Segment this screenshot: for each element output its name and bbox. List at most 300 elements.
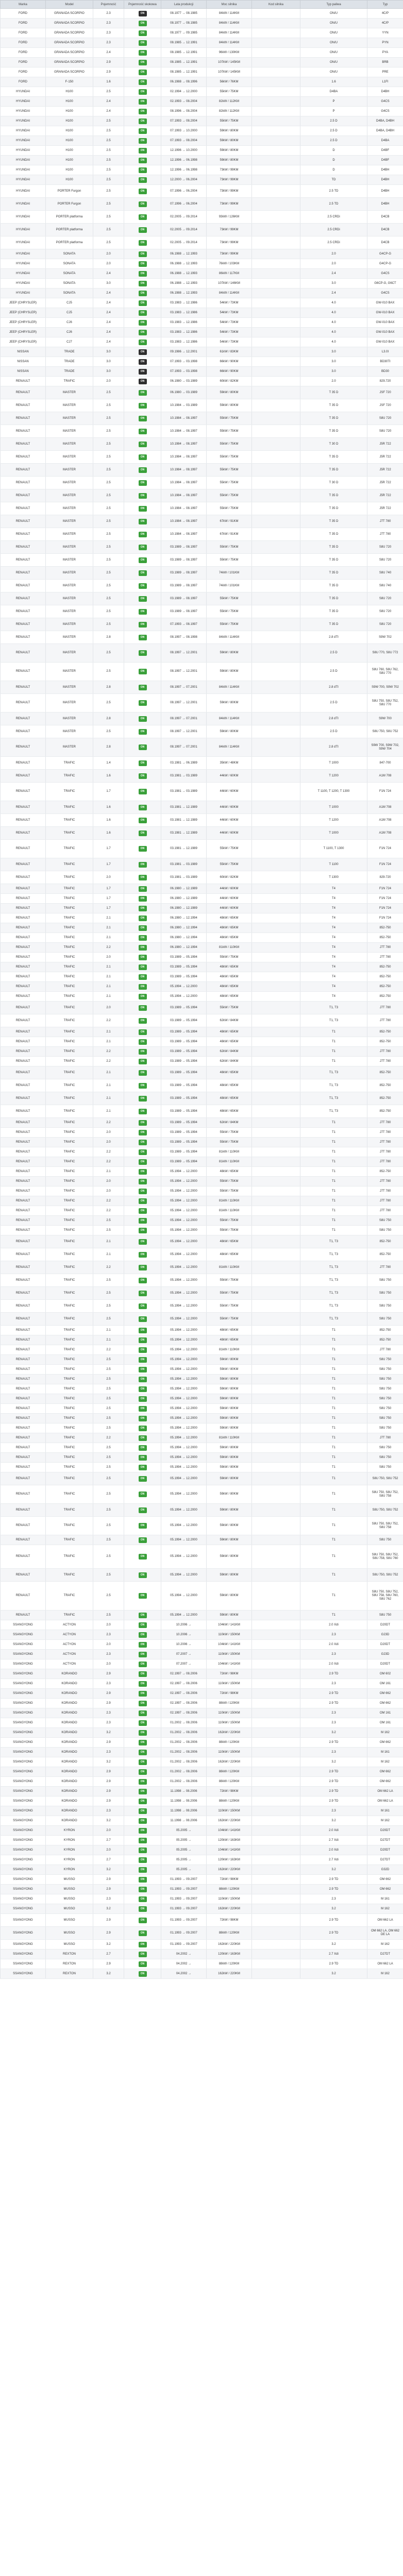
table-row[interactable] (1, 249, 403, 259)
table-row[interactable] (1, 1738, 403, 1748)
cell-make: FORD (1, 9, 46, 19)
cell-years: 03.1989 → 05.1994 (161, 1047, 207, 1057)
cell-fuel: 852-750 (367, 933, 403, 943)
table-row[interactable] (1, 1037, 403, 1047)
table-row[interactable] (1, 1777, 403, 1787)
table-row[interactable] (1, 1545, 403, 1569)
header-power[interactable]: Moc silnika (207, 1, 252, 9)
table-row[interactable] (1, 1261, 403, 1274)
cell-power: 88kW / 120KM (207, 1767, 252, 1777)
table-row[interactable] (1, 783, 403, 801)
fuel-badge-icon: ON (139, 1377, 147, 1382)
fuel-badge-icon: ON (139, 177, 147, 183)
cell-power: 110kW / 150KM (207, 1748, 252, 1757)
table-row[interactable] (1, 858, 403, 871)
table-row[interactable] (1, 953, 403, 962)
header-years[interactable]: Lata produkcji (161, 1, 207, 9)
table-row[interactable] (1, 681, 403, 694)
cell-model: MASTER (46, 502, 93, 515)
table-row[interactable] (1, 136, 403, 146)
table-row[interactable] (1, 67, 403, 77)
table-row[interactable] (1, 1927, 403, 1940)
table-row[interactable] (1, 1066, 403, 1079)
cell-displacement (252, 1894, 300, 1904)
cell-engine-code: ON/U (300, 9, 367, 19)
table-row[interactable] (1, 1300, 403, 1313)
cell-fuel: A1M 708 (367, 770, 403, 783)
header-model[interactable]: Model (46, 1, 93, 9)
cell-make: SSANGYONG (1, 1669, 46, 1679)
table-row[interactable] (1, 146, 403, 156)
table-row[interactable] (1, 1196, 403, 1206)
cell-displacement (252, 923, 300, 933)
table-row[interactable] (1, 1404, 403, 1414)
table-row[interactable] (1, 116, 403, 126)
cell-capacity: 1.6 (93, 814, 124, 827)
table-row[interactable] (1, 1816, 403, 1826)
table-row[interactable] (1, 1047, 403, 1057)
table-row[interactable] (1, 97, 403, 107)
table-row[interactable] (1, 1147, 403, 1157)
table-row[interactable] (1, 1787, 403, 1797)
header-make[interactable]: Marka (1, 1, 46, 9)
table-row[interactable] (1, 464, 403, 477)
table-row[interactable] (1, 1865, 403, 1875)
table-row[interactable] (1, 605, 403, 618)
table-row[interactable] (1, 1855, 403, 1865)
cell-capacity: 2.5 (93, 1313, 124, 1326)
cell-model: MASTER (46, 580, 93, 592)
table-row[interactable] (1, 1836, 403, 1845)
table-row[interactable] (1, 1806, 403, 1816)
cell-make: RENAULT (1, 738, 46, 757)
table-row[interactable] (1, 894, 403, 904)
cell-capacity: 2.9 (93, 1914, 124, 1927)
cell-make: RENAULT (1, 502, 46, 515)
cell-engine-code: T 30 D (300, 438, 367, 451)
table-row[interactable] (1, 185, 403, 198)
cell-make: RENAULT (1, 1394, 46, 1404)
table-row[interactable] (1, 175, 403, 185)
table-row[interactable] (1, 1659, 403, 1669)
table-row[interactable] (1, 1414, 403, 1423)
fuel-badge-icon: ON (139, 271, 147, 277)
cell-model: TRAFIC (46, 913, 93, 923)
cell-displacement (252, 1037, 300, 1047)
table-row[interactable] (1, 1969, 403, 1979)
table-row[interactable] (1, 308, 403, 318)
cell-engine-code: T4 (300, 913, 367, 923)
table-row[interactable] (1, 1517, 403, 1535)
header-displacement[interactable]: Pojemność skokowa (124, 1, 161, 9)
cell-engine-code: 2.3 (300, 1630, 367, 1640)
table-row[interactable] (1, 713, 403, 725)
cell-model: TRAFIC (46, 1105, 93, 1118)
table-row[interactable] (1, 1274, 403, 1287)
table-row[interactable] (1, 9, 403, 19)
table-row[interactable] (1, 502, 403, 515)
cell-capacity: 2.1 (93, 1027, 124, 1037)
table-row[interactable] (1, 757, 403, 770)
fuel-badge-icon: ON (139, 467, 147, 473)
cell-badge (124, 211, 161, 224)
cell-displacement (252, 1940, 300, 1950)
table-row[interactable] (1, 1092, 403, 1105)
cell-badge (124, 1335, 161, 1345)
table-row[interactable] (1, 28, 403, 38)
table-row[interactable] (1, 318, 403, 328)
table-row[interactable] (1, 1950, 403, 1959)
table-row[interactable] (1, 1914, 403, 1927)
table-row[interactable] (1, 923, 403, 933)
table-row[interactable] (1, 489, 403, 502)
cell-power: 48kW / 65KM (207, 1092, 252, 1105)
cell-badge (124, 328, 161, 337)
cell-power: 74kW / 101KM (207, 580, 252, 592)
cell-capacity: 2.5 (93, 663, 124, 681)
cell-years: 05.1994 → 12.2000 (161, 1582, 207, 1611)
table-row[interactable] (1, 904, 403, 913)
cell-model: TRAFIC (46, 1216, 93, 1226)
table-row[interactable] (1, 1287, 403, 1300)
table-row[interactable] (1, 19, 403, 28)
table-row[interactable] (1, 289, 403, 298)
header-capacity[interactable]: Pojemność (93, 1, 124, 9)
cell-engine-code: T1 (300, 1545, 367, 1569)
table-row[interactable] (1, 1345, 403, 1355)
table-row[interactable] (1, 1118, 403, 1128)
cell-power: 59kW / 80KM (207, 126, 252, 136)
table-row[interactable] (1, 48, 403, 58)
table-row[interactable] (1, 236, 403, 249)
table-row[interactable] (1, 1375, 403, 1384)
table-row[interactable] (1, 943, 403, 953)
table-row[interactable] (1, 554, 403, 567)
table-row[interactable] (1, 367, 403, 377)
fuel-badge-icon: ON (139, 1572, 147, 1578)
fuel-badge-icon: ON (139, 1169, 147, 1175)
cell-fuel: S8U 720 (367, 554, 403, 567)
cell-displacement (252, 489, 300, 502)
table-row[interactable] (1, 1355, 403, 1365)
header-fuel[interactable]: Typ paliwa (300, 1, 367, 9)
table-row[interactable] (1, 1138, 403, 1147)
table-row[interactable] (1, 1904, 403, 1914)
table-row[interactable] (1, 1757, 403, 1767)
cell-displacement (252, 1885, 300, 1894)
table-row[interactable] (1, 1767, 403, 1777)
cell-model: TRAFIC (46, 840, 93, 858)
table-row[interactable] (1, 618, 403, 631)
table-row[interactable] (1, 827, 403, 840)
cell-engine-code: T1 (300, 1027, 367, 1037)
table-row[interactable] (1, 1384, 403, 1394)
table-row[interactable] (1, 972, 403, 982)
cell-power: 162kW / 220KM (207, 1904, 252, 1914)
table-row[interactable] (1, 1718, 403, 1728)
table-row[interactable] (1, 1187, 403, 1196)
fuel-badge-icon: ON (139, 1537, 147, 1543)
cell-displacement (252, 972, 300, 982)
fuel-badge-icon: ON (139, 669, 147, 674)
table-row[interactable] (1, 1335, 403, 1345)
table-row[interactable] (1, 567, 403, 580)
table-row[interactable] (1, 451, 403, 464)
table-row[interactable] (1, 1453, 403, 1463)
cell-years: 05.1994 → 12.2000 (161, 1433, 207, 1443)
table-row[interactable] (1, 38, 403, 48)
cell-fuel: F1N 724 (367, 840, 403, 858)
table-row[interactable] (1, 1699, 403, 1708)
table-row[interactable] (1, 528, 403, 541)
table-row[interactable] (1, 1797, 403, 1806)
cell-displacement (252, 1423, 300, 1433)
cell-years: 10.1984 → 08.1997 (161, 515, 207, 528)
table-row[interactable] (1, 279, 403, 289)
table-row[interactable] (1, 477, 403, 489)
table-row[interactable] (1, 126, 403, 136)
cell-fuel: OM 161 (367, 1679, 403, 1689)
cell-make: RENAULT (1, 580, 46, 592)
cell-power: 59kW / 80KM (207, 1569, 252, 1582)
fuel-badge-icon: ON (139, 1720, 147, 1726)
table-row[interactable] (1, 1504, 403, 1517)
table-row[interactable] (1, 298, 403, 308)
table-row[interactable] (1, 347, 403, 357)
table-row[interactable] (1, 738, 403, 757)
cell-make: RENAULT (1, 631, 46, 644)
cell-model: SONATA (46, 249, 93, 259)
cell-displacement (252, 1545, 300, 1569)
table-row[interactable] (1, 412, 403, 425)
table-row[interactable] (1, 1620, 403, 1630)
cell-fuel: M 162 (367, 1904, 403, 1914)
cell-make: RENAULT (1, 1375, 46, 1384)
table-row[interactable] (1, 386, 403, 399)
table-row[interactable] (1, 107, 403, 116)
table-row[interactable] (1, 1157, 403, 1167)
cell-engine-code: 3.0 (300, 279, 367, 289)
cell-capacity: 2.5 (93, 1384, 124, 1394)
table-row[interactable] (1, 992, 403, 1002)
table-row[interactable] (1, 962, 403, 972)
table-row[interactable] (1, 1679, 403, 1689)
table-row[interactable] (1, 337, 403, 347)
table-row[interactable] (1, 580, 403, 592)
cell-displacement (252, 198, 300, 211)
cell-fuel: S8U 720 (367, 618, 403, 631)
table-row[interactable] (1, 1248, 403, 1261)
cell-power: 55kW / 75KM (207, 451, 252, 464)
table-row[interactable] (1, 1485, 403, 1504)
table-row[interactable] (1, 1167, 403, 1177)
table-row[interactable] (1, 1845, 403, 1855)
cell-power: 84kW / 114KM (207, 713, 252, 725)
cell-power: 72kW / 98KM (207, 1914, 252, 1927)
table-row[interactable] (1, 801, 403, 814)
table-row[interactable] (1, 1569, 403, 1582)
table-row[interactable] (1, 1669, 403, 1679)
cell-engine-code: 2.5 CRDi (300, 211, 367, 224)
table-row[interactable] (1, 77, 403, 87)
fuel-badge-icon: ON (139, 1808, 147, 1814)
table-row[interactable] (1, 933, 403, 943)
table-row[interactable] (1, 1894, 403, 1904)
header-type[interactable]: Typ (367, 1, 403, 9)
cell-fuel: PYA (367, 48, 403, 58)
table-row[interactable] (1, 1014, 403, 1027)
cell-model: TRAFIC (46, 894, 93, 904)
table-row[interactable] (1, 814, 403, 827)
table-row[interactable] (1, 725, 403, 738)
cell-badge (124, 1485, 161, 1504)
cell-fuel: M 161 (367, 1806, 403, 1816)
cell-make: RENAULT (1, 1453, 46, 1463)
cell-make: RENAULT (1, 399, 46, 412)
cell-badge (124, 1914, 161, 1927)
cell-badge (124, 1777, 161, 1787)
table-row[interactable] (1, 58, 403, 67)
cell-make: SSANGYONG (1, 1650, 46, 1659)
cell-years: 03.1989 → 08.1997 (161, 541, 207, 554)
table-row[interactable] (1, 1027, 403, 1037)
table-row[interactable] (1, 425, 403, 438)
table-row[interactable] (1, 1057, 403, 1066)
table-row[interactable] (1, 1748, 403, 1757)
table-row[interactable] (1, 87, 403, 97)
table-row[interactable] (1, 631, 403, 644)
fuel-badge-icon: ON (139, 1416, 147, 1421)
table-row[interactable] (1, 1235, 403, 1248)
table-row[interactable] (1, 1443, 403, 1453)
table-row[interactable] (1, 1216, 403, 1226)
table-row[interactable] (1, 1535, 403, 1545)
table-row[interactable] (1, 871, 403, 884)
fuel-badge-icon: ON (139, 1239, 147, 1245)
table-row[interactable] (1, 198, 403, 211)
table-row[interactable] (1, 1313, 403, 1326)
table-row[interactable] (1, 913, 403, 923)
cell-model: REXTON (46, 1950, 93, 1959)
header-engine-code[interactable]: Kod silnika (252, 1, 300, 9)
table-row[interactable] (1, 377, 403, 386)
table-row[interactable] (1, 663, 403, 681)
cell-power: 59kW / 80KM (207, 694, 252, 713)
cell-make: SSANGYONG (1, 1969, 46, 1979)
cell-make: RENAULT (1, 1037, 46, 1047)
cell-engine-code: 3.2 (300, 1816, 367, 1826)
table-row[interactable] (1, 884, 403, 894)
cell-model: MASTER (46, 713, 93, 725)
table-row[interactable] (1, 1394, 403, 1404)
table-row[interactable] (1, 224, 403, 236)
table-row[interactable] (1, 1463, 403, 1472)
table-row[interactable] (1, 1940, 403, 1950)
cell-displacement (252, 1326, 300, 1335)
cell-capacity: 2.5 (93, 224, 124, 236)
table-row[interactable] (1, 165, 403, 175)
cell-years: 08.1997 → 12.2001 (161, 644, 207, 663)
table-row[interactable] (1, 1611, 403, 1620)
table-row[interactable] (1, 1079, 403, 1092)
table-row[interactable] (1, 1472, 403, 1485)
cell-years: 05.1994 → 12.2000 (161, 1177, 207, 1187)
table-row[interactable] (1, 357, 403, 367)
fuel-badge-icon: ON (139, 1691, 147, 1697)
cell-make: SSANGYONG (1, 1767, 46, 1777)
table-row[interactable] (1, 1128, 403, 1138)
cell-power: 59kW / 80KM (207, 386, 252, 399)
table-row[interactable] (1, 1885, 403, 1894)
cell-years: 03.1989 → 05.1994 (161, 1092, 207, 1105)
table-row[interactable] (1, 770, 403, 783)
cell-fuel: D4BH (367, 87, 403, 97)
table-row[interactable] (1, 982, 403, 992)
table-row[interactable] (1, 1206, 403, 1216)
table-row[interactable] (1, 840, 403, 858)
table-row[interactable] (1, 399, 403, 412)
cell-make: RENAULT (1, 515, 46, 528)
table-row[interactable] (1, 269, 403, 279)
table-row[interactable] (1, 1728, 403, 1738)
table-row[interactable] (1, 1640, 403, 1650)
cell-fuel: F1N 724 (367, 783, 403, 801)
table-row[interactable] (1, 328, 403, 337)
cell-engine-code: T 35 D (300, 580, 367, 592)
table-row[interactable] (1, 1423, 403, 1433)
cell-badge (124, 541, 161, 554)
table-row[interactable] (1, 1959, 403, 1969)
cell-engine-code: 4.0 (300, 337, 367, 347)
cell-model: MASTER (46, 554, 93, 567)
cell-badge (124, 884, 161, 894)
table-row[interactable] (1, 1177, 403, 1187)
cell-displacement (252, 1375, 300, 1384)
table-row[interactable] (1, 1630, 403, 1640)
table-row[interactable] (1, 259, 403, 269)
table-row[interactable] (1, 694, 403, 713)
table-row[interactable] (1, 592, 403, 605)
table-row[interactable] (1, 1433, 403, 1443)
table-row[interactable] (1, 1689, 403, 1699)
cell-badge (124, 1699, 161, 1708)
table-row[interactable] (1, 541, 403, 554)
table-row[interactable] (1, 156, 403, 165)
cell-badge (124, 554, 161, 567)
table-row[interactable] (1, 438, 403, 451)
cell-displacement (252, 9, 300, 19)
table-row[interactable] (1, 1708, 403, 1718)
cell-engine-code: T1 (300, 1138, 367, 1147)
cell-fuel: D4CB (367, 236, 403, 249)
table-row[interactable] (1, 1365, 403, 1375)
table-row[interactable] (1, 515, 403, 528)
table-row[interactable] (1, 1826, 403, 1836)
table-row[interactable] (1, 1875, 403, 1885)
cell-fuel: J7T 780 (367, 515, 403, 528)
table-row[interactable] (1, 1105, 403, 1118)
table-row[interactable] (1, 644, 403, 663)
cell-capacity: 2.5 (93, 1545, 124, 1569)
table-row[interactable] (1, 211, 403, 224)
table-row[interactable] (1, 1002, 403, 1014)
table-row[interactable] (1, 1582, 403, 1611)
table-row[interactable] (1, 1326, 403, 1335)
cell-model: TRAFIC (46, 1569, 93, 1582)
table-row[interactable] (1, 1226, 403, 1235)
cell-power: 82kW / 112KM (207, 97, 252, 107)
table-row[interactable] (1, 1650, 403, 1659)
